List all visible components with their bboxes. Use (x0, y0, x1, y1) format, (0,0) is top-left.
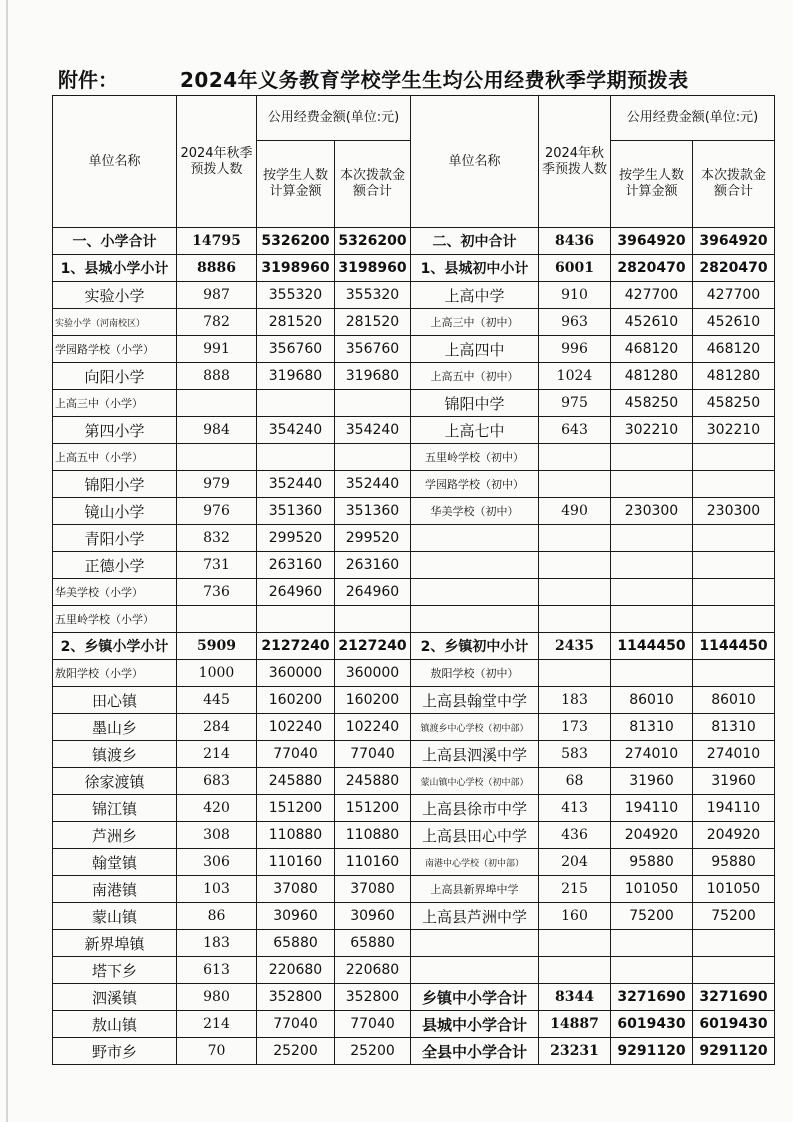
right-name-cell (411, 930, 539, 957)
right-count-cell (539, 930, 611, 957)
right-alloc-cell (693, 579, 775, 606)
right-count-cell: 643 (539, 417, 611, 444)
table-row (53, 930, 775, 957)
left-calc-cell: 160200 (257, 687, 335, 714)
left-alloc-cell: 245880 (335, 768, 411, 795)
left-calc-cell: 151200 (257, 795, 335, 822)
left-alloc-cell: 263160 (335, 552, 411, 579)
right-calc-cell: 468120 (611, 336, 693, 363)
left-count-cell: 214 (177, 1011, 257, 1038)
left-count-cell (177, 444, 257, 471)
right-calc-cell (611, 444, 693, 471)
right-alloc-cell: 1144450 (693, 633, 775, 660)
left-calc-cell: 352800 (257, 984, 335, 1011)
right-alloc-cell: 6019430 (693, 1011, 775, 1038)
left-alloc-cell: 110880 (335, 822, 411, 849)
right-count-cell: 215 (539, 876, 611, 903)
right-calc-cell: 86010 (611, 687, 693, 714)
right-count-cell: 583 (539, 741, 611, 768)
left-calc-cell (257, 444, 335, 471)
left-count-cell: 683 (177, 768, 257, 795)
left-name-cell: 青阳小学 (53, 525, 177, 552)
left-calc-cell: 110880 (257, 822, 335, 849)
table-row (53, 1011, 775, 1038)
right-calc-cell: 230300 (611, 498, 693, 525)
left-count-cell: 888 (177, 363, 257, 390)
scan-edge (6, 0, 8, 1122)
right-count-cell: 963 (539, 309, 611, 336)
table-row (53, 606, 775, 633)
left-calc-cell: 30960 (257, 903, 335, 930)
left-count-cell: 183 (177, 930, 257, 957)
right-calc-cell: 481280 (611, 363, 693, 390)
col-header-allocated-left: 本次拨款金额合计 (335, 141, 411, 228)
left-name-cell: 敖阳学校（小学） (53, 660, 177, 687)
left-calc-cell: 319680 (257, 363, 335, 390)
right-name-cell (411, 957, 539, 984)
table-row (53, 741, 775, 768)
left-count-cell: 103 (177, 876, 257, 903)
right-alloc-cell: 86010 (693, 687, 775, 714)
left-alloc-cell: 299520 (335, 525, 411, 552)
left-name-cell: 五里岭学校（小学） (53, 606, 177, 633)
col-header-bystudent-left: 按学生人数计算金额 (257, 141, 335, 228)
left-alloc-cell: 352440 (335, 471, 411, 498)
right-name-cell: 上高四中 (411, 336, 539, 363)
table-row (53, 363, 775, 390)
left-count-cell: 306 (177, 849, 257, 876)
left-calc-cell: 281520 (257, 309, 335, 336)
left-name-cell: 实验小学 (53, 282, 177, 309)
right-name-cell: 上高县翰堂中学 (411, 687, 539, 714)
right-count-cell: 14887 (539, 1011, 611, 1038)
right-alloc-cell: 3964920 (693, 228, 775, 255)
left-count-cell: 980 (177, 984, 257, 1011)
left-count-cell: 987 (177, 282, 257, 309)
left-calc-cell: 264960 (257, 579, 335, 606)
table-body (53, 96, 775, 1065)
left-alloc-cell (335, 444, 411, 471)
left-count-cell: 984 (177, 417, 257, 444)
right-name-cell: 上高县芦洲中学 (411, 903, 539, 930)
left-name-cell: 正德小学 (53, 552, 177, 579)
right-name-cell: 2、乡镇初中小计 (411, 633, 539, 660)
right-calc-cell (611, 579, 693, 606)
left-calc-cell (257, 606, 335, 633)
left-alloc-cell: 110160 (335, 849, 411, 876)
left-name-cell: 一、小学合计 (53, 228, 177, 255)
table-row (53, 471, 775, 498)
left-name-cell: 2、乡镇小学小计 (53, 633, 177, 660)
left-count-cell: 736 (177, 579, 257, 606)
right-calc-cell: 81310 (611, 714, 693, 741)
left-alloc-cell: 319680 (335, 363, 411, 390)
left-name-cell: 芦洲乡 (53, 822, 177, 849)
right-calc-cell: 427700 (611, 282, 693, 309)
left-alloc-cell: 354240 (335, 417, 411, 444)
left-alloc-cell: 356760 (335, 336, 411, 363)
right-alloc-cell: 31960 (693, 768, 775, 795)
right-count-cell: 413 (539, 795, 611, 822)
left-alloc-cell: 65880 (335, 930, 411, 957)
right-count-cell (539, 579, 611, 606)
left-calc-cell: 3198960 (257, 255, 335, 282)
right-calc-cell: 6019430 (611, 1011, 693, 1038)
right-alloc-cell: 468120 (693, 336, 775, 363)
left-name-cell: 南港镇 (53, 876, 177, 903)
table-row (53, 687, 775, 714)
table-row (53, 255, 775, 282)
left-name-cell: 上高三中（小学） (53, 390, 177, 417)
table-row (53, 282, 775, 309)
left-count-cell: 1000 (177, 660, 257, 687)
right-name-cell (411, 552, 539, 579)
right-calc-cell (611, 660, 693, 687)
right-calc-cell (611, 930, 693, 957)
allocation-table (52, 95, 775, 1065)
table-row (53, 849, 775, 876)
right-calc-cell: 31960 (611, 768, 693, 795)
left-name-cell: 野市乡 (53, 1038, 177, 1065)
right-alloc-cell: 204920 (693, 822, 775, 849)
right-name-cell: 华美学校（初中） (411, 498, 539, 525)
left-calc-cell: 360000 (257, 660, 335, 687)
table-row (53, 498, 775, 525)
right-count-cell: 173 (539, 714, 611, 741)
document-title: 2024年义务教育学校学生生均公用经费秋季学期预拨表 (180, 68, 689, 92)
right-calc-cell: 458250 (611, 390, 693, 417)
left-alloc-cell: 355320 (335, 282, 411, 309)
right-alloc-cell: 75200 (693, 903, 775, 930)
left-alloc-cell: 360000 (335, 660, 411, 687)
left-alloc-cell: 2127240 (335, 633, 411, 660)
left-calc-cell: 77040 (257, 741, 335, 768)
right-name-cell: 锦阳中学 (411, 390, 539, 417)
col-header-count-left: 2024年秋季预拨人数 (177, 96, 257, 228)
table-row (53, 876, 775, 903)
right-alloc-cell: 452610 (693, 309, 775, 336)
left-count-cell: 782 (177, 309, 257, 336)
right-calc-cell: 3271690 (611, 984, 693, 1011)
right-alloc-cell: 302210 (693, 417, 775, 444)
right-alloc-cell: 427700 (693, 282, 775, 309)
left-alloc-cell: 3198960 (335, 255, 411, 282)
left-name-cell: 上高五中（小学） (53, 444, 177, 471)
right-calc-cell (611, 471, 693, 498)
left-count-cell: 991 (177, 336, 257, 363)
right-alloc-cell (693, 660, 775, 687)
left-name-cell: 学园路学校（小学） (53, 336, 177, 363)
table-row (53, 768, 775, 795)
left-alloc-cell: 151200 (335, 795, 411, 822)
table-row (53, 1038, 775, 1065)
left-count-cell: 70 (177, 1038, 257, 1065)
header-row-1 (53, 96, 775, 141)
right-name-cell: 二、初中合计 (411, 228, 539, 255)
right-alloc-cell: 458250 (693, 390, 775, 417)
right-calc-cell: 204920 (611, 822, 693, 849)
right-alloc-cell (693, 552, 775, 579)
right-count-cell: 68 (539, 768, 611, 795)
table-row (53, 552, 775, 579)
left-count-cell: 284 (177, 714, 257, 741)
table-row (53, 903, 775, 930)
left-count-cell (177, 606, 257, 633)
right-count-cell: 436 (539, 822, 611, 849)
right-alloc-cell: 274010 (693, 741, 775, 768)
left-name-cell: 墨山乡 (53, 714, 177, 741)
right-alloc-cell: 230300 (693, 498, 775, 525)
left-name-cell: 华美学校（小学） (53, 579, 177, 606)
left-count-cell (177, 390, 257, 417)
table-row (53, 525, 775, 552)
right-count-cell (539, 471, 611, 498)
right-calc-cell: 95880 (611, 849, 693, 876)
right-name-cell: 上高七中 (411, 417, 539, 444)
right-count-cell: 490 (539, 498, 611, 525)
right-name-cell: 1、县城初中小计 (411, 255, 539, 282)
left-alloc-cell: 220680 (335, 957, 411, 984)
right-calc-cell: 1144450 (611, 633, 693, 660)
right-calc-cell: 101050 (611, 876, 693, 903)
left-name-cell: 第四小学 (53, 417, 177, 444)
left-calc-cell: 354240 (257, 417, 335, 444)
left-count-cell: 8886 (177, 255, 257, 282)
right-name-cell: 五里岭学校（初中） (411, 444, 539, 471)
right-count-cell (539, 444, 611, 471)
left-alloc-cell: 264960 (335, 579, 411, 606)
right-calc-cell: 75200 (611, 903, 693, 930)
left-name-cell: 新界埠镇 (53, 930, 177, 957)
left-calc-cell: 245880 (257, 768, 335, 795)
left-name-cell: 向阳小学 (53, 363, 177, 390)
left-name-cell: 田心镇 (53, 687, 177, 714)
left-count-cell: 979 (177, 471, 257, 498)
table-row (53, 660, 775, 687)
right-name-cell: 上高三中（初中） (411, 309, 539, 336)
right-name-cell: 上高县田心中学 (411, 822, 539, 849)
right-calc-cell: 452610 (611, 309, 693, 336)
right-count-cell: 8344 (539, 984, 611, 1011)
col-header-allocated-right: 本次拨款金额合计 (693, 141, 775, 228)
col-header-fund-right: 公用经费金额(单位:元) (611, 96, 775, 141)
table-row (53, 336, 775, 363)
left-calc-cell: 65880 (257, 930, 335, 957)
right-count-cell (539, 660, 611, 687)
right-name-cell: 上高县徐市中学 (411, 795, 539, 822)
right-alloc-cell (693, 471, 775, 498)
right-name-cell: 全县中小学合计 (411, 1038, 539, 1065)
left-alloc-cell: 160200 (335, 687, 411, 714)
left-count-cell: 976 (177, 498, 257, 525)
left-alloc-cell: 352800 (335, 984, 411, 1011)
left-calc-cell: 5326200 (257, 228, 335, 255)
left-count-cell: 308 (177, 822, 257, 849)
left-calc-cell: 220680 (257, 957, 335, 984)
right-count-cell (539, 957, 611, 984)
right-calc-cell (611, 957, 693, 984)
left-name-cell: 锦阳小学 (53, 471, 177, 498)
table-row (53, 417, 775, 444)
left-count-cell: 214 (177, 741, 257, 768)
right-count-cell: 996 (539, 336, 611, 363)
right-alloc-cell: 95880 (693, 849, 775, 876)
left-name-cell: 塔下乡 (53, 957, 177, 984)
col-header-bystudent-right: 按学生人数计算金额 (611, 141, 693, 228)
right-count-cell: 910 (539, 282, 611, 309)
table-row (53, 633, 775, 660)
left-name-cell: 敖山镇 (53, 1011, 177, 1038)
right-count-cell: 183 (539, 687, 611, 714)
table-row (53, 822, 775, 849)
right-count-cell (539, 552, 611, 579)
col-header-count-right: 2024年秋季预拨人数 (539, 96, 611, 228)
right-count-cell: 160 (539, 903, 611, 930)
right-count-cell (539, 606, 611, 633)
right-name-cell: 乡镇中小学合计 (411, 984, 539, 1011)
left-name-cell: 锦江镇 (53, 795, 177, 822)
right-alloc-cell: 9291120 (693, 1038, 775, 1065)
left-calc-cell: 263160 (257, 552, 335, 579)
right-calc-cell: 9291120 (611, 1038, 693, 1065)
left-calc-cell: 355320 (257, 282, 335, 309)
right-count-cell: 2435 (539, 633, 611, 660)
right-name-cell (411, 525, 539, 552)
right-name-cell: 县城中小学合计 (411, 1011, 539, 1038)
left-alloc-cell: 77040 (335, 741, 411, 768)
table-row (53, 444, 775, 471)
right-name-cell (411, 606, 539, 633)
right-name-cell: 上高五中（初中） (411, 363, 539, 390)
right-count-cell: 23231 (539, 1038, 611, 1065)
right-name-cell (411, 579, 539, 606)
right-alloc-cell (693, 525, 775, 552)
right-alloc-cell: 3271690 (693, 984, 775, 1011)
left-calc-cell: 37080 (257, 876, 335, 903)
right-calc-cell: 274010 (611, 741, 693, 768)
left-count-cell: 445 (177, 687, 257, 714)
table-row (53, 579, 775, 606)
left-alloc-cell: 351360 (335, 498, 411, 525)
left-calc-cell: 351360 (257, 498, 335, 525)
left-calc-cell: 102240 (257, 714, 335, 741)
left-count-cell: 86 (177, 903, 257, 930)
right-calc-cell (611, 552, 693, 579)
left-alloc-cell: 281520 (335, 309, 411, 336)
col-header-unit-right: 单位名称 (411, 96, 539, 228)
left-name-cell: 1、县城小学小计 (53, 255, 177, 282)
table-row (53, 309, 775, 336)
left-alloc-cell: 5326200 (335, 228, 411, 255)
right-calc-cell (611, 525, 693, 552)
right-name-cell: 上高中学 (411, 282, 539, 309)
right-count-cell: 204 (539, 849, 611, 876)
right-alloc-cell (693, 606, 775, 633)
right-count-cell: 975 (539, 390, 611, 417)
left-alloc-cell: 77040 (335, 1011, 411, 1038)
right-name-cell: 蒙山镇中心学校（初中部） (411, 768, 539, 795)
left-name-cell: 泗溪镇 (53, 984, 177, 1011)
left-name-cell: 镜山小学 (53, 498, 177, 525)
left-calc-cell: 77040 (257, 1011, 335, 1038)
right-alloc-cell (693, 930, 775, 957)
right-calc-cell: 2820470 (611, 255, 693, 282)
right-name-cell: 敖阳学校（初中） (411, 660, 539, 687)
right-name-cell: 学园路学校（初中） (411, 471, 539, 498)
left-count-cell: 613 (177, 957, 257, 984)
left-alloc-cell: 37080 (335, 876, 411, 903)
right-alloc-cell: 2820470 (693, 255, 775, 282)
left-name-cell: 蒙山镇 (53, 903, 177, 930)
table-row (53, 228, 775, 255)
left-alloc-cell: 30960 (335, 903, 411, 930)
left-alloc-cell (335, 606, 411, 633)
left-alloc-cell: 102240 (335, 714, 411, 741)
right-count-cell: 6001 (539, 255, 611, 282)
left-count-cell: 731 (177, 552, 257, 579)
right-calc-cell: 302210 (611, 417, 693, 444)
left-calc-cell: 110160 (257, 849, 335, 876)
right-alloc-cell (693, 444, 775, 471)
left-alloc-cell: 25200 (335, 1038, 411, 1065)
right-alloc-cell: 101050 (693, 876, 775, 903)
table-row (53, 714, 775, 741)
right-count-cell: 8436 (539, 228, 611, 255)
table-row (53, 390, 775, 417)
right-calc-cell (611, 606, 693, 633)
right-alloc-cell: 481280 (693, 363, 775, 390)
left-count-cell: 420 (177, 795, 257, 822)
col-header-fund-left: 公用经费金额(单位:元) (257, 96, 411, 141)
right-calc-cell: 194110 (611, 795, 693, 822)
left-calc-cell: 352440 (257, 471, 335, 498)
left-count-cell: 832 (177, 525, 257, 552)
right-name-cell: 上高县泗溪中学 (411, 741, 539, 768)
table-row (53, 957, 775, 984)
left-calc-cell (257, 390, 335, 417)
right-name-cell: 南港中心学校（初中部） (411, 849, 539, 876)
left-name-cell: 镇渡乡 (53, 741, 177, 768)
right-count-cell (539, 525, 611, 552)
right-alloc-cell: 81310 (693, 714, 775, 741)
right-name-cell: 上高县新界埠中学 (411, 876, 539, 903)
left-name-cell: 徐家渡镇 (53, 768, 177, 795)
col-header-unit-left: 单位名称 (53, 96, 177, 228)
attachment-label: 附件： (58, 68, 118, 92)
right-calc-cell: 3964920 (611, 228, 693, 255)
left-calc-cell: 2127240 (257, 633, 335, 660)
right-count-cell: 1024 (539, 363, 611, 390)
left-calc-cell: 356760 (257, 336, 335, 363)
left-name-cell: 实验小学（河南校区） (53, 309, 177, 336)
left-calc-cell: 299520 (257, 525, 335, 552)
left-count-cell: 14795 (177, 228, 257, 255)
left-alloc-cell (335, 390, 411, 417)
left-calc-cell: 25200 (257, 1038, 335, 1065)
left-name-cell: 翰堂镇 (53, 849, 177, 876)
right-alloc-cell: 194110 (693, 795, 775, 822)
table-row (53, 795, 775, 822)
table-row (53, 984, 775, 1011)
left-count-cell: 5909 (177, 633, 257, 660)
right-name-cell: 镇渡乡中心学校（初中部） (411, 714, 539, 741)
right-alloc-cell (693, 957, 775, 984)
